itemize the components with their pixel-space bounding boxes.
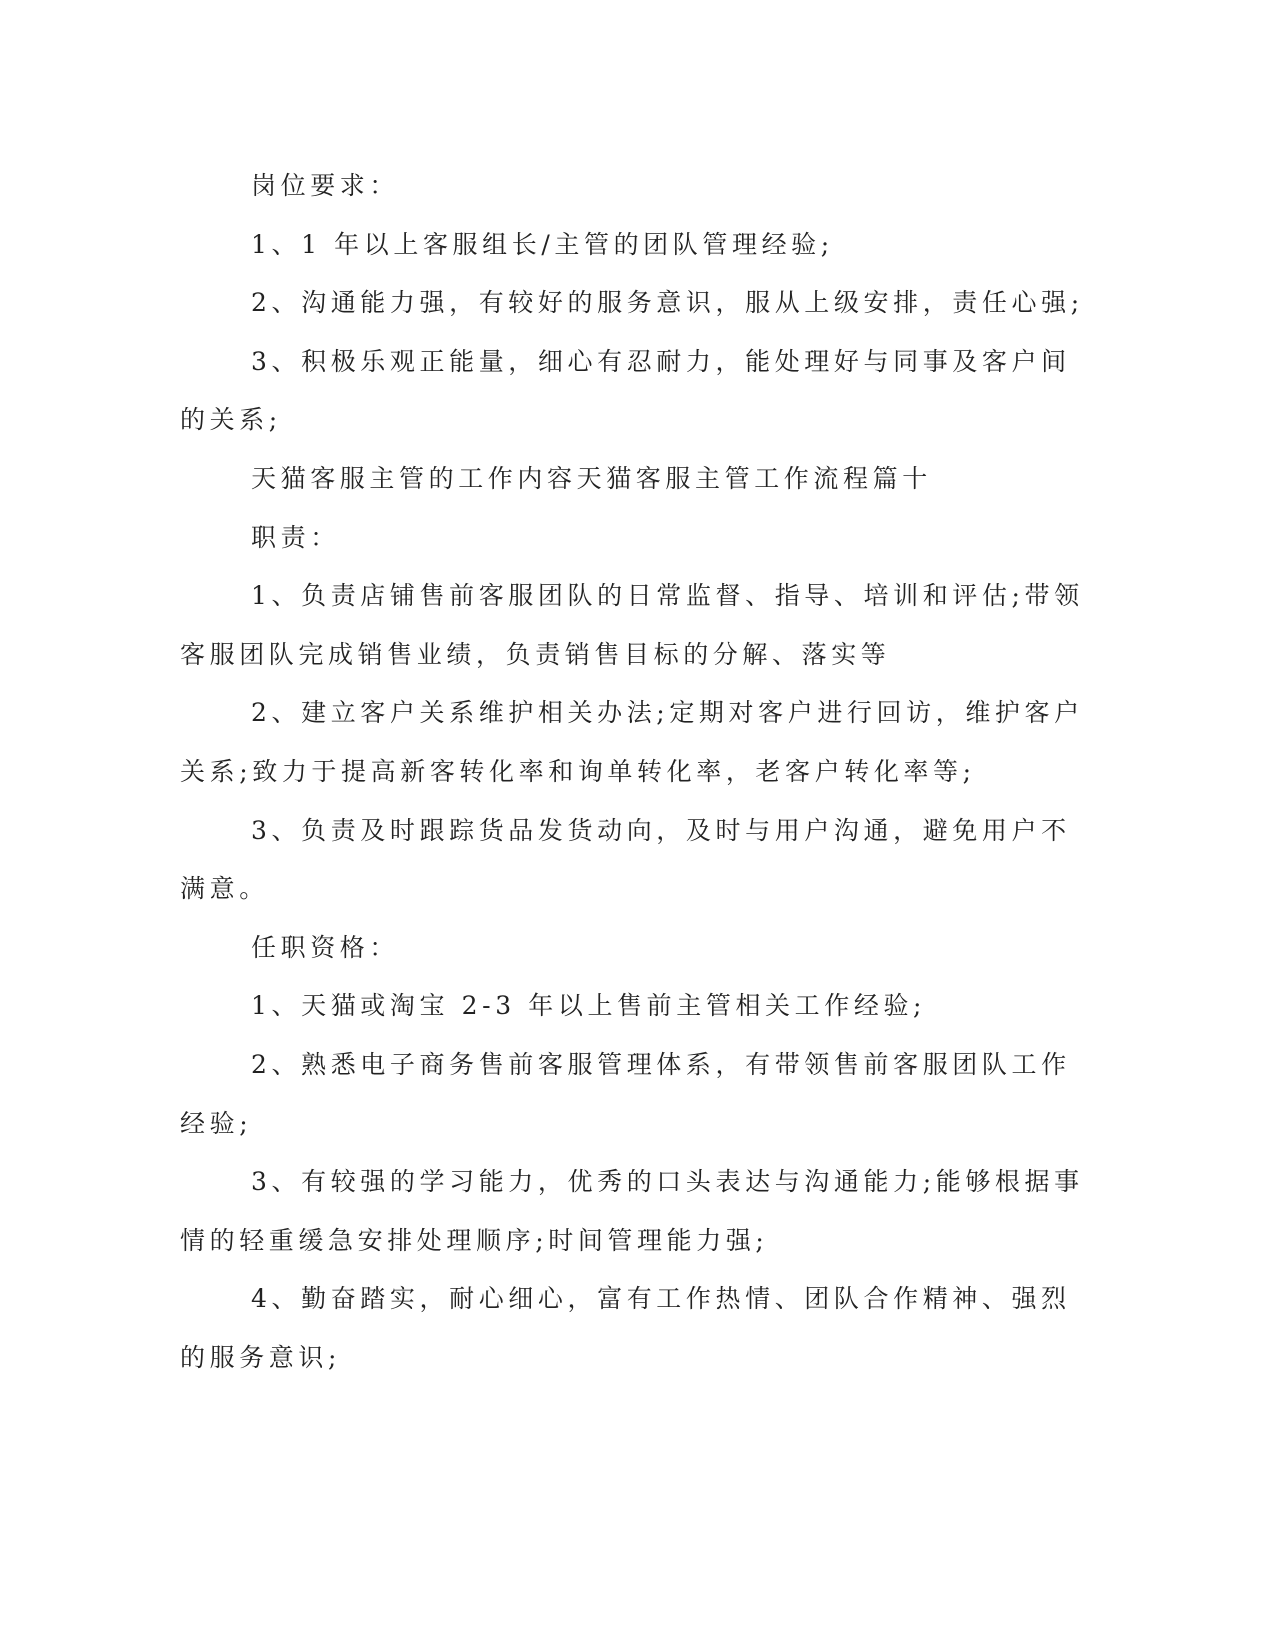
duty-item-3: 3、负责及时跟踪货品发货动向，及时与用户沟通，避免用户不: [251, 815, 1071, 845]
requirement-item-2: 2、沟通能力强，有较好的服务意识，服从上级安排，责任心强;: [251, 288, 1084, 318]
section-title: 天猫客服主管的工作内容天猫客服主管工作流程篇十: [251, 463, 932, 493]
qualification-item-3: 3、有较强的学习能力，优秀的口头表达与沟通能力;能够根据事: [251, 1167, 1084, 1197]
qualification-item-1: 1、天猫或淘宝 2-3 年以上售前主管相关工作经验;: [251, 991, 927, 1021]
heading-qualifications: 任职资格：: [251, 932, 400, 962]
heading-job-requirements: 岗位要求：: [251, 171, 400, 200]
duty-item-3-continued: 满意。: [180, 874, 269, 904]
requirement-item-3-continued: 的关系;: [180, 405, 282, 435]
duty-item-2-continued: 关系;致力于提高新客转化率和询单转化率，老客户转化率等;: [180, 756, 976, 786]
qualification-item-3-continued: 情的轻重缓急安排处理顺序;时间管理能力强;: [180, 1225, 769, 1255]
requirement-item-3: 3、积极乐观正能量，细心有忍耐力，能处理好与同事及客户间: [251, 346, 1071, 376]
duty-item-1-continued: 客服团队完成销售业绩，负责销售目标的分解、落实等: [180, 639, 891, 669]
duty-item-2: 2、建立客户关系维护相关办法;定期对客户进行回访，维护客户: [251, 698, 1084, 728]
qualification-item-4-continued: 的服务意识;: [180, 1342, 342, 1372]
document-body: [180, 157, 1084, 1387]
duty-item-1: 1、负责店铺售前客服团队的日常监督、指导、培训和评估;带领: [251, 581, 1084, 611]
heading-duties: 职责：: [251, 522, 340, 552]
qualification-item-4: 4、勤奋踏实，耐心细心，富有工作热情、团队合作精神、强烈: [251, 1284, 1071, 1314]
qualification-item-2: 2、熟悉电子商务售前客服管理体系，有带领售前客服团队工作: [251, 1049, 1071, 1079]
qualification-item-2-continued: 经验;: [180, 1108, 253, 1138]
requirement-item-1: 1、1 年以上客服组长/主管的团队管理经验;: [251, 229, 834, 259]
